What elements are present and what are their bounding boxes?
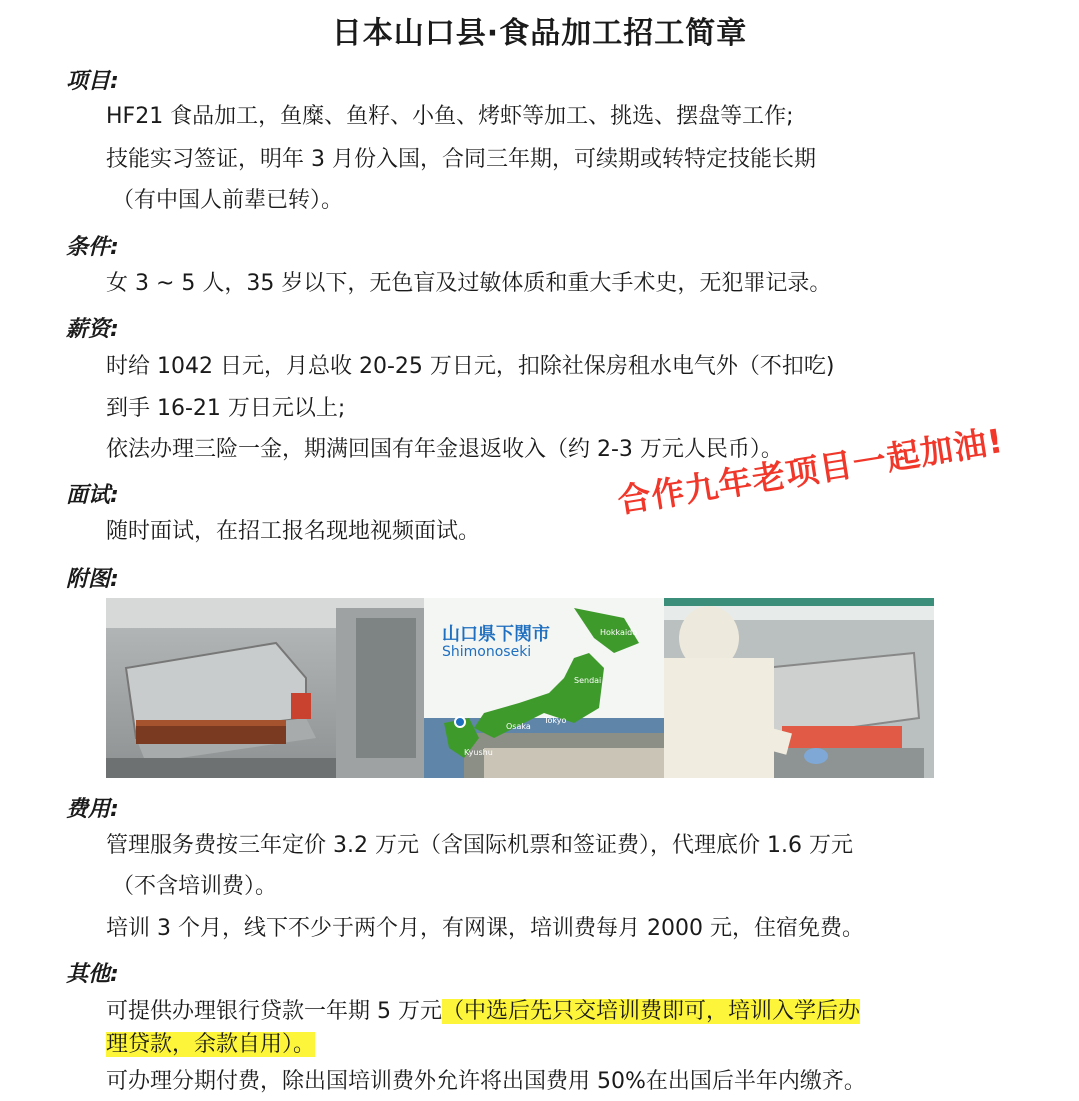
section-heading-conditions: 条件: — [66, 235, 119, 260]
other-line-3: 可办理分期付费，除出国培训费外允许将出国费用 50%在出国后半年内缴齐。 — [106, 1069, 866, 1094]
page-title: 日本山口县·食品加工招工简章 — [331, 16, 748, 51]
fees-line-3: 培训 3 个月，线下不少于两个月，有网课，培训费每月 2000 元，住宿免费。 — [106, 916, 864, 941]
section-heading-project: 项目: — [66, 69, 119, 94]
map-subtitle: Shimonoseki — [442, 644, 532, 660]
project-line-2: 技能实习签证，明年 3 月份入国，合同三年期，可续期或转特定技能长期 — [106, 147, 816, 172]
salary-line-3: 依法办理三险一金，期满回国有年金退返收入（约 2-3 万元人民币）。 — [106, 437, 783, 462]
section-heading-interview: 面试: — [66, 483, 119, 508]
other-line-1-plain: 可提供办理银行贷款一年期 5 万元 — [106, 999, 442, 1024]
map-title: 山口県下関市 — [442, 624, 550, 645]
salary-line-2: 到手 16-21 万日元以上; — [106, 396, 346, 421]
project-line-3: （有中国人前辈已转）。 — [112, 188, 344, 213]
photo-japan-map — [424, 598, 664, 778]
conditions-line-1: 女 3 ~ 5 人，35 岁以下，无色盲及过敏体质和重大手术史，无犯罪记录。 — [106, 271, 832, 296]
interview-line-1: 随时面试，在招工报名现地视频面试。 — [106, 519, 481, 544]
map-label-osaka: Osaka — [506, 722, 531, 731]
map-label-kyushu: Kyushu — [464, 748, 493, 757]
fees-line-2: （不含培训费）。 — [112, 874, 278, 899]
other-line-1 — [106, 997, 860, 1027]
photo-food-processing-machine — [106, 598, 424, 778]
slogan-stamp: 合作九年老项目一起加油! — [614, 420, 1007, 521]
other-line-2-highlight: 理贷款，余款自用）。 — [106, 1032, 316, 1057]
section-heading-fees: 费用: — [66, 797, 119, 822]
project-line-1: HF21 食品加工，鱼糜、鱼籽、小鱼、烤虾等加工、挑选、摆盘等工作; — [106, 104, 794, 129]
other-line-2 — [106, 1030, 315, 1060]
map-label-hokkaido: Hokkaido — [600, 628, 638, 637]
fees-line-1: 管理服务费按三年定价 3.2 万元（含国际机票和签证费），代理底价 1.6 万元 — [106, 833, 853, 858]
map-label-tokyo: Tokyo — [544, 716, 567, 725]
map-label-sendai: Sendai — [574, 676, 602, 685]
salary-line-1: 时给 1042 日元，月总收 20-25 万日元，扣除社保房租水电气外（不扣吃) — [106, 354, 835, 379]
other-line-1-highlight: （中选后先只交培训费即可，培训入学后办 — [442, 999, 861, 1024]
section-heading-other: 其他: — [66, 962, 119, 987]
section-heading-images: 附图: — [66, 567, 119, 592]
section-heading-salary: 薪资: — [66, 317, 119, 342]
photo-worker-sorting-shrimp — [664, 598, 934, 778]
